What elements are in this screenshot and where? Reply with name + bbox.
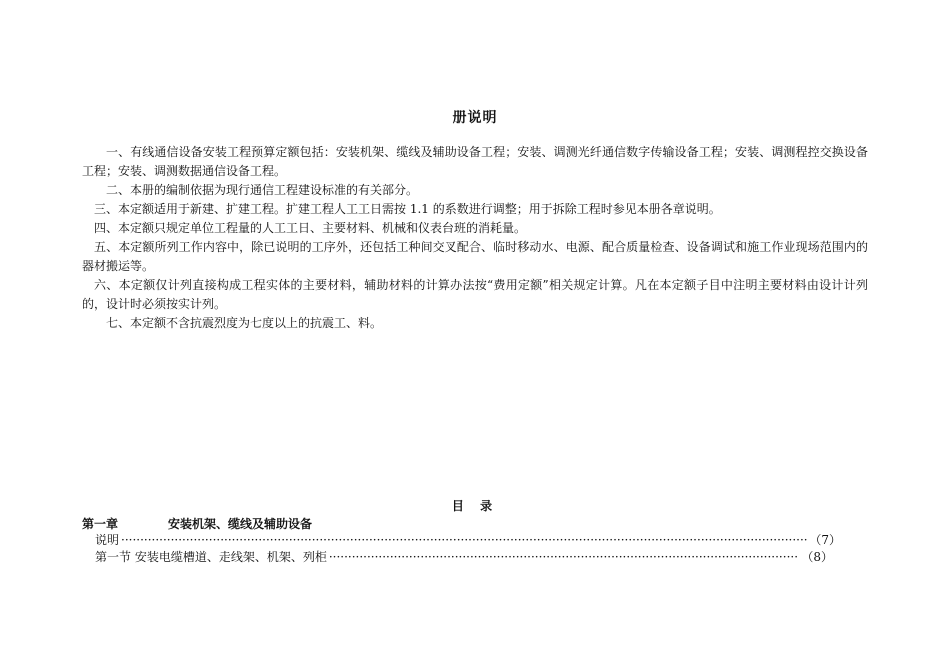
chapter-title: 安装机架、缆线及辅助设备 [168,517,313,531]
toc-entry-page: （7） [809,533,841,547]
toc-leader-dots [329,550,800,564]
description-body [82,143,868,333]
paragraph-4: 四、本定额只规定单位工程量的人工工日、主要材料、机械和仪表台班的消耗量。 [94,221,527,235]
page-title: 册说明 [452,110,498,126]
paragraph-1: 一、有线通信设备安装工程预算定额包括：安装机架、缆线及辅助设备工程；安装、调测光纤通信数字传输设备工程；安装、调测程控交换设备工程；安装、调测数据通信设备工程。 [82,145,868,178]
toc-leader-dots [121,533,807,547]
toc-entry-label: 第一节 安装电缆槽道、走线架、机架、列柜 [95,550,327,564]
paragraph-5: 五、本定额所列工作内容中，除已说明的工序外，还包括工种间交叉配合、临时移动水、电源、配合质量检查、设备调试和施工作业现场范围内的器材搬运等。 [82,240,868,273]
paragraph-7: 七、本定额不含抗震烈度为七度以上的抗震工、料。 [106,316,383,330]
paragraph-3: 三、本定额适用于新建、扩建工程。扩建工程人工工日需按 1.1 的系数进行调整；用于拆除工程时参见本册各章说明。 [94,202,721,216]
paragraph-6: 六、本定额仅计列直接构成工程实体的主要材料，辅助材料的计算办法按“费用定额”相关规定计算。凡在本定额子目中注明主要材料由设计计列的，设计时必须按实计列。 [82,278,868,311]
paragraph-2: 二、本册的编制依据为现行通信工程建设标准的有关部分。 [106,183,419,197]
toc-chapter-heading [82,515,312,532]
toc-entry[interactable] [95,548,833,565]
toc-entry[interactable] [95,531,841,548]
toc-entry-label: 说明 [95,533,120,547]
chapter-number: 第一章 [82,517,119,531]
toc-entry-page: （8） [801,550,833,564]
toc-title: 目 录 [451,499,499,513]
